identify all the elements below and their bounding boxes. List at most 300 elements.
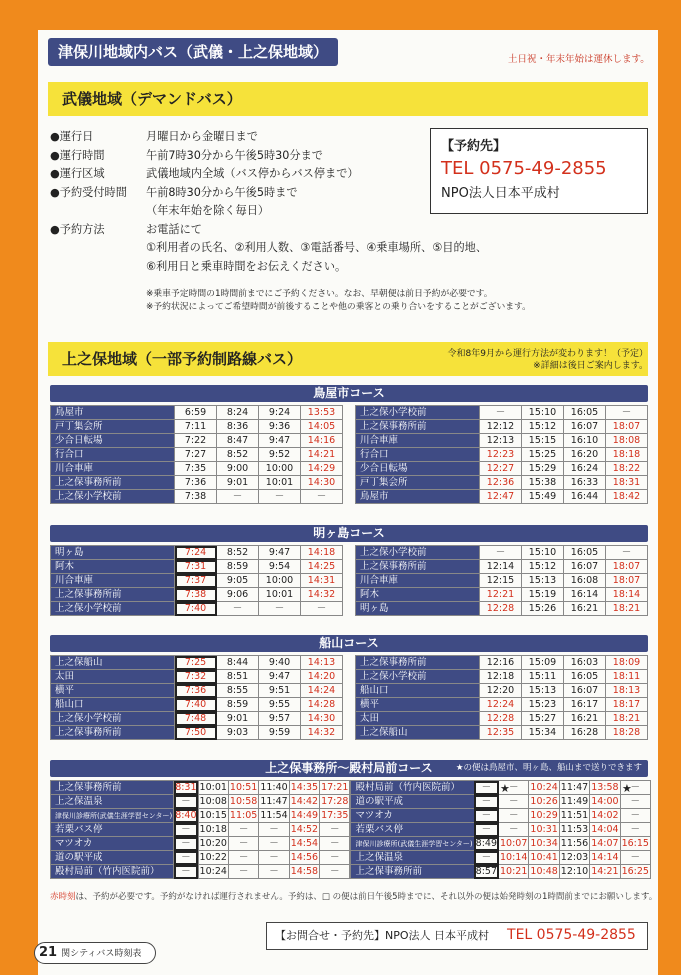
stop-name: 横平 — [356, 698, 480, 712]
departure-time: 14:58 — [290, 865, 319, 877]
departure-time: 16:05 — [564, 546, 606, 560]
departure-time: － — [174, 865, 198, 879]
stop-name: 上之保小学校前 — [51, 712, 175, 726]
stop-name: 上之保小学校前 — [356, 546, 480, 560]
stop-name: 津保川診療所(武儀生涯学習センター) — [51, 809, 174, 823]
departure-time: 9:06 — [217, 588, 259, 602]
info-value: 武儀地域内全域（バス停からバス停まで） — [146, 167, 359, 180]
table-row — [51, 809, 350, 823]
departure-time: 15:10 — [522, 546, 564, 560]
departure-time: 14:30 — [301, 712, 343, 726]
timetable-left — [50, 405, 343, 504]
departure-time: 15:12 — [522, 420, 564, 434]
departure-time: 15:11 — [522, 670, 564, 684]
departure-time: － — [228, 865, 258, 879]
stop-name: 行合口 — [51, 448, 175, 462]
stop-name: 上之保温泉 — [51, 795, 174, 809]
table-row — [356, 490, 648, 504]
subsection-title-kaminoho: 上之保地域（一部予約制路線バス） — [48, 342, 648, 376]
departure-time: 14:25 — [301, 560, 343, 574]
departure-time: 18:21 — [606, 712, 648, 726]
departure-time: － — [320, 837, 350, 851]
table-row — [351, 823, 650, 837]
reservation-tel[interactable]: TEL 0575-49-2855 — [441, 158, 607, 179]
departure-time: 15:29 — [522, 462, 564, 476]
table-row — [51, 602, 343, 616]
info-key: ●予約方法 — [50, 222, 105, 236]
departure-time: 10:48 — [530, 865, 558, 877]
departure-time: 10:21 — [500, 865, 528, 877]
departure-time: 10:00 — [259, 574, 301, 588]
info-value: ①利用者の氏名、②利用人数、③電話番号、④乗車場所、⑤目的地、 — [146, 241, 488, 254]
departure-time: 14:32 — [301, 726, 343, 740]
departure-time: 14:14 — [591, 851, 619, 863]
table-row — [356, 656, 648, 670]
stop-name: 川合車庫 — [356, 574, 480, 588]
stop-name: 明ヶ島 — [51, 546, 175, 560]
departure-time: － — [217, 490, 259, 504]
departure-time: 9:47 — [259, 546, 301, 560]
stop-name: 道の駅平成 — [51, 851, 174, 865]
departure-time: 8:24 — [217, 406, 259, 420]
departure-time: 10:20 — [199, 837, 227, 849]
departure-time: － — [474, 809, 498, 823]
table-row — [356, 670, 648, 684]
departure-time: 7:27 — [175, 448, 217, 462]
departure-time: 9:57 — [259, 712, 301, 726]
departure-time: 12:27 — [480, 462, 522, 476]
table-row — [356, 684, 648, 698]
departure-time: 7:32 — [175, 670, 217, 684]
departure-time: 16:08 — [564, 574, 606, 588]
table-row — [51, 726, 343, 740]
departure-time: 11:40 — [260, 781, 288, 793]
stop-name: 上之保船山 — [51, 656, 175, 670]
stop-name: 上之保事務所前 — [51, 726, 175, 740]
departure-time: 10:24 — [530, 781, 558, 793]
subsection-title-buge: 武儀地域（デマンドバス） — [48, 82, 648, 116]
departure-time: 8:52 — [217, 546, 259, 560]
stop-name: 道の駅平成 — [351, 795, 474, 809]
departure-time: － — [620, 781, 650, 795]
departure-time: 9:40 — [259, 656, 301, 670]
departure-time: 18:28 — [606, 726, 648, 740]
departure-time: － — [606, 546, 648, 560]
departure-time: 12:36 — [480, 476, 522, 490]
table-row — [51, 420, 343, 434]
section-header: 津保川地域内バス（武儀・上之保地域） — [48, 38, 338, 66]
departure-time: 16:17 — [564, 698, 606, 712]
departure-time: 8:49 — [475, 837, 498, 849]
table-row — [356, 406, 648, 420]
table-row — [51, 588, 343, 602]
departure-time: 12:14 — [480, 560, 522, 574]
departure-time: 18:07 — [606, 420, 648, 434]
timetable-right — [355, 655, 648, 740]
departure-time: 14:21 — [301, 448, 343, 462]
departure-time: 7:35 — [175, 462, 217, 476]
departure-time: 7:22 — [175, 434, 217, 448]
stop-name: 鳥屋市 — [51, 406, 175, 420]
table-row — [351, 865, 650, 879]
info-value: ⑥利用日と乗車時間をお伝えください。 — [146, 259, 347, 273]
departure-time: 13:58 — [591, 781, 619, 793]
departure-time: 8:51 — [217, 670, 259, 684]
inquiry-box: 【お問合せ・予約先】NPO法人 日本平成村 TEL 0575-49-2855 — [266, 922, 648, 950]
timetable-left — [50, 655, 343, 740]
departure-time: 11:47 — [260, 795, 288, 807]
info-key: ●運行日 — [50, 130, 94, 143]
departure-time: － — [174, 851, 198, 865]
departure-time: 16:44 — [564, 490, 606, 504]
stop-name: 明ヶ島 — [356, 602, 480, 616]
departure-time: 10:31 — [530, 823, 558, 835]
departure-time: 7:31 — [175, 560, 217, 574]
inquiry-tel[interactable]: TEL 0575-49-2855 — [507, 927, 636, 943]
departure-time: 12:47 — [480, 490, 522, 504]
departure-time: 12:24 — [480, 698, 522, 712]
departure-time: 11:53 — [560, 823, 589, 835]
table-row — [51, 656, 343, 670]
departure-time: 12:10 — [560, 865, 589, 877]
table-row — [51, 795, 350, 809]
departure-time: － — [474, 823, 498, 837]
departure-time: － — [174, 823, 198, 837]
departure-time: 9:05 — [217, 574, 259, 588]
timetable-left — [50, 780, 350, 879]
departure-time: 14:56 — [290, 851, 319, 863]
departure-time: 15:38 — [522, 476, 564, 490]
departure-time: 10:14 — [500, 851, 528, 863]
departure-time: 12:28 — [480, 712, 522, 726]
departure-time: 9:51 — [259, 684, 301, 698]
table-row — [51, 574, 343, 588]
footnote: 赤時刻は、予約が必要です。予約がなければ運行されません。予約は、□ の便は前日午後5時までに、それ以外の便は始発時刻の1時間前までにお願いします。 — [50, 892, 658, 902]
departure-time: 17:21 — [321, 781, 349, 793]
departure-time: 14:35 — [290, 781, 319, 793]
departure-time: 14:21 — [591, 865, 619, 877]
star-marker: ★ — [622, 782, 632, 795]
info-value: 午前7時30分から午後5時30分まで — [146, 148, 323, 162]
departure-time: － — [474, 851, 498, 865]
departure-time: － — [474, 795, 498, 809]
departure-time: 15:25 — [522, 448, 564, 462]
departure-time: 10:07 — [500, 837, 528, 849]
departure-time: 6:59 — [175, 406, 217, 420]
departure-time: 14:49 — [290, 809, 319, 821]
stop-name: 上之保事務所前 — [351, 865, 474, 879]
departure-time: 18:42 — [606, 490, 648, 504]
departure-time: 16:10 — [564, 434, 606, 448]
departure-time: － — [620, 795, 650, 809]
departure-time: － — [259, 837, 289, 851]
table-row — [51, 546, 343, 560]
departure-time: 9:01 — [217, 712, 259, 726]
departure-time: － — [301, 490, 343, 504]
departure-time: 18:13 — [606, 684, 648, 698]
departure-time: 8:55 — [217, 684, 259, 698]
departure-time: 12:16 — [480, 656, 522, 670]
departure-time: 14:29 — [301, 462, 343, 476]
departure-time: 18:07 — [606, 574, 648, 588]
table-row — [356, 546, 648, 560]
departure-time: － — [228, 851, 258, 865]
departure-time: － — [499, 809, 529, 823]
departure-time: 15:19 — [522, 588, 564, 602]
departure-time: 9:55 — [259, 698, 301, 712]
departure-time: 11:49 — [560, 795, 589, 807]
stop-name: 少合日転場 — [51, 434, 175, 448]
departure-time: － — [499, 795, 529, 809]
table-row — [351, 795, 650, 809]
departure-time: 15:27 — [522, 712, 564, 726]
departure-time: － — [259, 865, 289, 879]
departure-time: 15:12 — [522, 560, 564, 574]
departure-time: 18:07 — [606, 560, 648, 574]
course-title: 明ヶ島コース — [50, 525, 648, 542]
departure-time: 8:57 — [475, 865, 498, 877]
stop-name: 行合口 — [356, 448, 480, 462]
stop-name: 上之保小学校前 — [356, 670, 480, 684]
departure-time: 15:09 — [522, 656, 564, 670]
table-row — [356, 698, 648, 712]
departure-time: 7:40 — [175, 602, 217, 616]
departure-time: 9:47 — [259, 670, 301, 684]
departure-time: 7:36 — [175, 684, 217, 698]
stop-name: 上之保事務所前 — [356, 560, 480, 574]
table-row — [356, 712, 648, 726]
stop-name: 戸丁集会所 — [51, 420, 175, 434]
departure-time: 10:18 — [199, 823, 227, 835]
timetable-2 — [50, 635, 648, 740]
table-row — [51, 712, 343, 726]
departure-time: 10:22 — [199, 851, 227, 863]
departure-time: － — [480, 406, 522, 420]
note-small: ※予約状況によってご希望時間が前後することや他の乗客との乗り合いをすることがございます。 — [146, 302, 531, 312]
departure-time: 16:03 — [564, 656, 606, 670]
departure-time: 14:42 — [290, 795, 319, 807]
departure-time: 10:01 — [199, 781, 227, 793]
stop-name: 川合車庫 — [356, 434, 480, 448]
table-row — [51, 670, 343, 684]
table-row — [351, 851, 650, 865]
departure-time: 12:35 — [480, 726, 522, 740]
departure-time: 10:29 — [530, 809, 558, 821]
stop-name: 太田 — [356, 712, 480, 726]
departure-time: 16:21 — [564, 712, 606, 726]
stop-name: 川合車庫 — [51, 462, 175, 476]
table-row — [51, 698, 343, 712]
departure-time: 10:00 — [259, 462, 301, 476]
table-row — [51, 448, 343, 462]
departure-time: － — [259, 490, 301, 504]
stop-name: 川合車庫 — [51, 574, 175, 588]
departure-time: － — [320, 865, 350, 879]
table-row — [356, 574, 648, 588]
departure-time: 16:07 — [564, 560, 606, 574]
departure-time: － — [499, 823, 529, 837]
departure-time: 14:20 — [301, 670, 343, 684]
departure-time: 14:32 — [301, 588, 343, 602]
departure-time: 8:47 — [217, 434, 259, 448]
departure-time: 14:54 — [290, 837, 319, 849]
table-row — [51, 434, 343, 448]
departure-time: 18:09 — [606, 656, 648, 670]
table-row — [356, 448, 648, 462]
info-value: 午前8時30分から午後5時まで — [146, 185, 298, 199]
departure-time: 14:24 — [301, 684, 343, 698]
departure-time: 16:07 — [564, 684, 606, 698]
stop-name: 上之保事務所前 — [356, 656, 480, 670]
info-key: ●運行時間 — [50, 148, 105, 162]
departure-time: 7:38 — [175, 490, 217, 504]
departure-time: 18:17 — [606, 698, 648, 712]
table-row — [51, 823, 350, 837]
departure-time: 10:08 — [199, 795, 227, 807]
departure-time: 8:52 — [217, 448, 259, 462]
departure-time: － — [474, 781, 498, 795]
table-row — [356, 602, 648, 616]
holiday-note: 土日祝・年末年始は運休します。 — [508, 54, 650, 65]
stop-name: 太田 — [51, 670, 175, 684]
departure-time: － — [320, 851, 350, 865]
departure-time: 9:36 — [259, 420, 301, 434]
table-row — [51, 462, 343, 476]
departure-time: 16:24 — [564, 462, 606, 476]
departure-time: 15:10 — [522, 406, 564, 420]
departure-time: 9:54 — [259, 560, 301, 574]
timetable-left — [50, 545, 343, 616]
stop-name: 船山口 — [51, 698, 175, 712]
table-row — [51, 865, 350, 879]
stop-name: 上之保温泉 — [351, 851, 474, 865]
course-title: 上之保事務所～殿村局前コース ★の便は鳥屋市、明ヶ島、船山まで送りできます — [50, 760, 648, 777]
departure-time: － — [480, 546, 522, 560]
buge-info — [50, 128, 487, 276]
info-key: ●予約受付時間 — [50, 185, 127, 199]
table-row — [356, 588, 648, 602]
departure-time: 8:40 — [175, 809, 197, 821]
departure-time: 9:59 — [259, 726, 301, 740]
departure-time: 9:01 — [217, 476, 259, 490]
note-small: ※乗車予定時間の1時間前までにご予約ください。なお、早朝便は前日予約が必要です。 — [146, 289, 493, 299]
departure-time: 10:01 — [259, 476, 301, 490]
departure-time: 9:47 — [259, 434, 301, 448]
timetable-right — [355, 405, 648, 504]
departure-time: 18:18 — [606, 448, 648, 462]
departure-time: 15:15 — [522, 434, 564, 448]
departure-time: 9:24 — [259, 406, 301, 420]
departure-time: 10:41 — [530, 851, 558, 863]
reservation-title: 【予約先】 — [441, 139, 507, 154]
departure-time: 18:11 — [606, 670, 648, 684]
departure-time: 7:48 — [175, 712, 217, 726]
departure-time: － — [174, 837, 198, 851]
departure-time: 7:36 — [175, 476, 217, 490]
departure-time: 14:30 — [301, 476, 343, 490]
departure-time: 8:31 — [175, 781, 197, 793]
departure-time: 16:15 — [621, 837, 649, 849]
departure-time: 12:23 — [480, 448, 522, 462]
page — [38, 30, 658, 975]
timetable-right — [355, 545, 648, 616]
departure-time: 15:26 — [522, 602, 564, 616]
table-row — [356, 560, 648, 574]
departure-time: 7:24 — [175, 546, 217, 560]
table-row — [51, 684, 343, 698]
reservation-box — [430, 128, 648, 214]
departure-time: － — [259, 851, 289, 865]
departure-time: 14:13 — [301, 656, 343, 670]
departure-time: 13:53 — [301, 406, 343, 420]
departure-time: 9:03 — [217, 726, 259, 740]
stop-name: 上之保小学校前 — [356, 406, 480, 420]
departure-time: 16:07 — [564, 420, 606, 434]
table-row — [356, 476, 648, 490]
departure-time: － — [606, 406, 648, 420]
departure-time: 14:28 — [301, 698, 343, 712]
departure-time: 15:49 — [522, 490, 564, 504]
stop-name: 上之保船山 — [356, 726, 480, 740]
stop-name: 上之保事務所前 — [51, 781, 174, 795]
departure-time: 14:52 — [290, 823, 319, 835]
departure-time: 10:15 — [199, 809, 227, 821]
page-number: 21 関シティバス時刻表 — [34, 942, 156, 964]
departure-time: 10:34 — [530, 837, 558, 849]
departure-time: 10:51 — [229, 781, 258, 793]
departure-time: 11:54 — [260, 809, 288, 821]
table-row — [51, 851, 350, 865]
departure-time: － — [259, 823, 289, 837]
course-side-note: ★の便は鳥屋市、明ヶ島、船山まで送りできます — [455, 763, 642, 773]
stop-name: 横平 — [51, 684, 175, 698]
departure-time: 18:08 — [606, 434, 648, 448]
timetable-3 — [50, 760, 648, 879]
table-row — [351, 809, 650, 823]
departure-time: 17:28 — [321, 795, 349, 807]
departure-time: 7:40 — [175, 698, 217, 712]
table-row — [356, 462, 648, 476]
table-row — [51, 781, 350, 795]
departure-time: 11:47 — [560, 781, 589, 793]
departure-time: 10:01 — [259, 588, 301, 602]
departure-time: 18:21 — [606, 602, 648, 616]
table-row — [356, 434, 648, 448]
stop-name: 阿木 — [51, 560, 175, 574]
departure-time: 14:04 — [591, 823, 619, 835]
stop-name: 鳥屋市 — [356, 490, 480, 504]
departure-time: 12:15 — [480, 574, 522, 588]
stop-name: 殿村局前（竹内医院前） — [51, 865, 174, 879]
stop-name: マツオカ — [51, 837, 174, 851]
departure-time: 14:07 — [591, 837, 619, 849]
departure-time: － — [620, 851, 650, 865]
info-value: （年末年始を除く毎日） — [146, 204, 270, 217]
departure-time: 11:05 — [229, 809, 258, 821]
departure-time: 15:23 — [522, 698, 564, 712]
departure-time: 10:24 — [199, 865, 227, 877]
departure-time: 17:35 — [321, 809, 349, 821]
schedule-change-note: 令和8年9月から運行方法が変わります！（予定） ※詳細は後日ご案内します。 — [447, 349, 648, 371]
departure-time: 15:13 — [522, 684, 564, 698]
table-row — [51, 476, 343, 490]
table-row — [356, 726, 648, 740]
table-row — [51, 406, 343, 420]
departure-time: 12:12 — [480, 420, 522, 434]
timetable-1 — [50, 525, 648, 616]
departure-time: 18:31 — [606, 476, 648, 490]
departure-time: 7:11 — [175, 420, 217, 434]
